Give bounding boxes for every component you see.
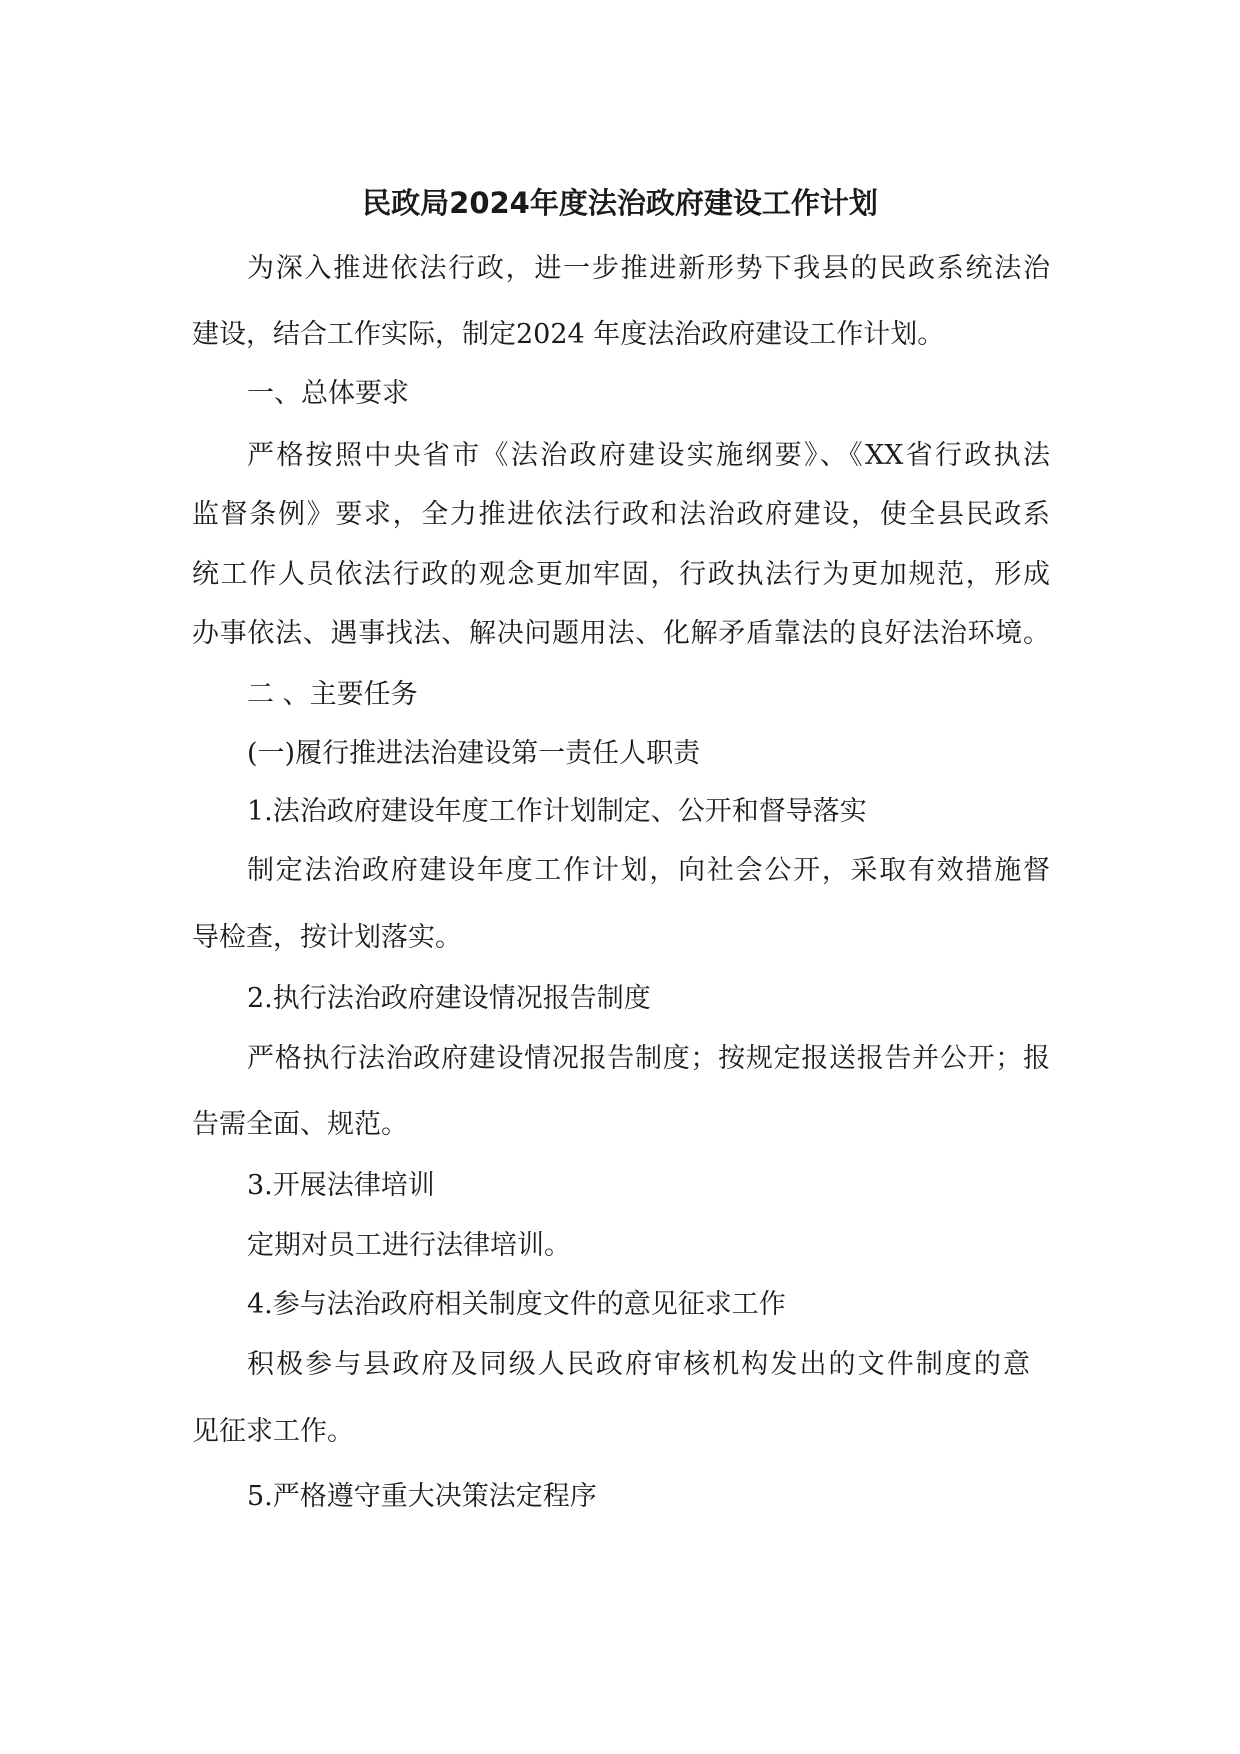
paragraph-line: 定期对员工进行法律培训。: [247, 1230, 571, 1261]
subsection-heading: (一)履行推进法治建设第一责任人职责: [247, 738, 701, 769]
document-title: 民政局2024年度法治政府建设工作计划: [362, 186, 878, 220]
paragraph-line: 办事依法、遇事找法、解决问题用法、化解矛盾靠法的良好法治环境。: [192, 618, 1050, 649]
paragraph-line: 为深入推进依法行政，进一步推进新形势下我县的民政系统法治: [247, 253, 1050, 284]
item-heading: 5.严格遵守重大决策法定程序: [247, 1481, 597, 1512]
item-heading: 3.开展法律培训: [247, 1170, 435, 1201]
item-heading: 4.参与法治政府相关制度文件的意见征求工作: [247, 1289, 786, 1320]
paragraph-line: 制定法治政府建设年度工作计划，向社会公开，采取有效措施督: [247, 855, 1050, 886]
item-heading: 1.法治政府建设年度工作计划制定、公开和督导落实: [247, 796, 867, 827]
section-heading: 二 、主要任务: [247, 679, 418, 710]
paragraph-line: 严格执行法治政府建设情况报告制度；按规定报送报告并公开；报: [247, 1043, 1050, 1074]
paragraph-line: 监督条例》要求，全力推进依法行政和法治政府建设，使全县民政系: [192, 499, 1050, 530]
paragraph-line: 积极参与县政府及同级人民政府审核机构发出的文件制度的意: [247, 1349, 1030, 1380]
paragraph-line: 导检查，按计划落实。: [192, 922, 462, 953]
paragraph-line: 统工作人员依法行政的观念更加牢固，行政执法行为更加规范，形成: [192, 559, 1050, 590]
paragraph-line: 见征求工作。: [192, 1416, 354, 1447]
paragraph-line: 告需全面、规范。: [192, 1109, 408, 1140]
section-heading: 一、总体要求: [247, 378, 409, 409]
paragraph-line: 建设，结合工作实际，制定2024 年度法治政府建设工作计划。: [192, 319, 945, 350]
paragraph-line: 严格按照中央省市《法治政府建设实施纲要》、《XX省行政执法: [247, 440, 1050, 471]
item-heading: 2.执行法治政府建设情况报告制度: [247, 983, 651, 1014]
